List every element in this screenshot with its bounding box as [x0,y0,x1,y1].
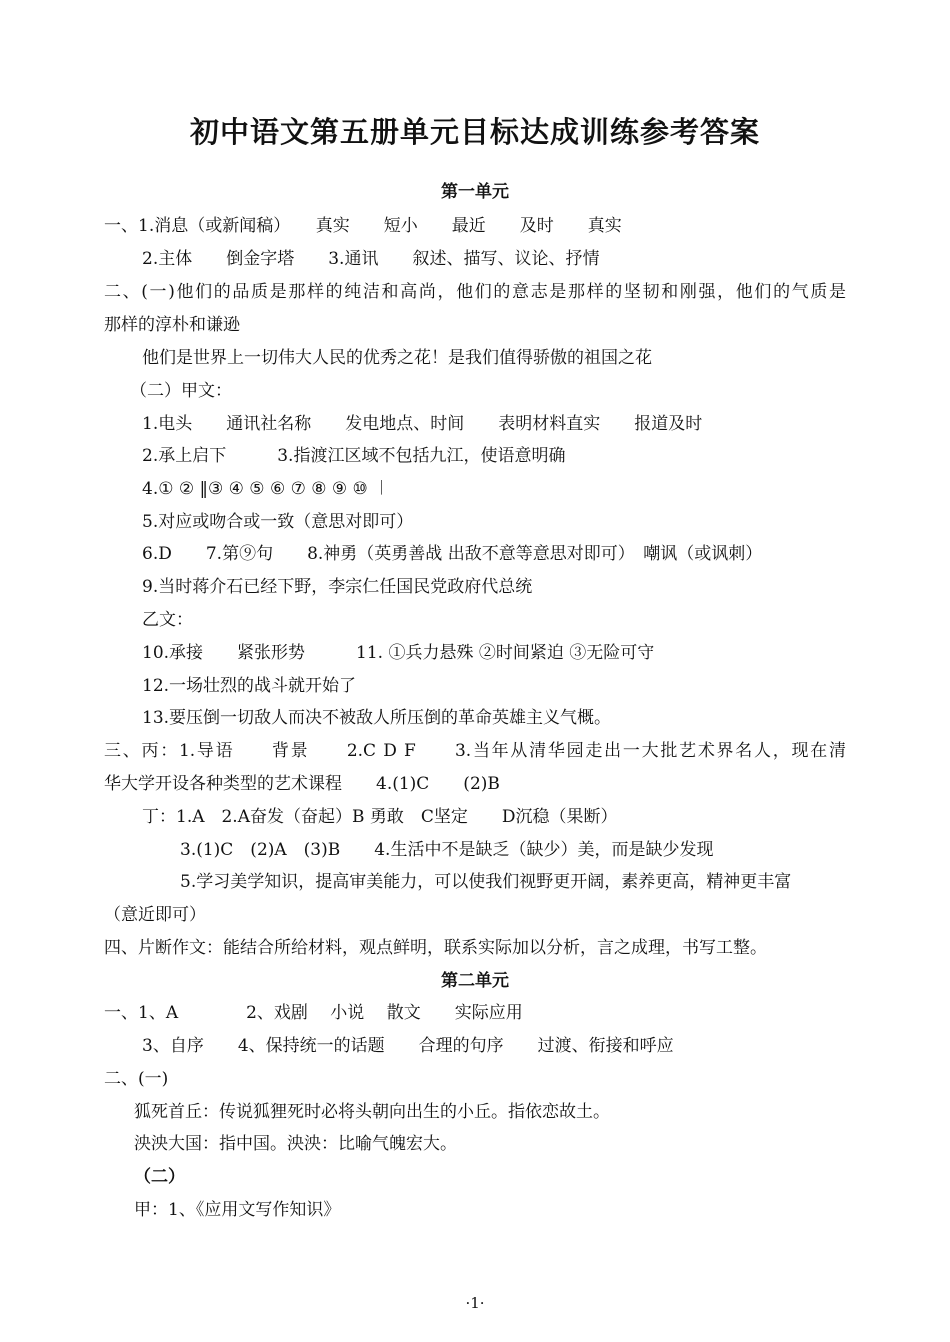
u1-line-21: 5.学习美学知识，提高审美能力，可以使我们视野更开阔，素养更高，精神更丰富 [180,872,792,892]
u1-line-17: 三、丙：1.导语 背景 2.C D F 3.当年从清华园走出一大批艺术界名人，现在清 [104,741,846,761]
unit-1-heading: 第一单元 [441,182,509,202]
u1-line-09: 4.① ② ‖③ ④ ⑤ ⑥ ⑦ ⑧ ⑨ ⑩ ︱ [142,479,391,499]
u2-line-05: 泱泱大国：指中国。泱泱：比喻气魄宏大。 [134,1134,457,1154]
u1-line-19: 丁：1.A 2.A奋发（奋起）B 勇敢 C坚定 D沉稳（果断） [142,807,618,827]
u1-line-23: 四、片断作文：能结合所给材料，观点鲜明，联系实际加以分析，言之成理，书写工整。 [104,938,767,958]
u1-line-22: （意近即可） [104,905,206,925]
u1-line-18: 华大学开设各种类型的艺术课程 4.(1)C (2)B [104,774,500,794]
u1-line-02: 2.主体 倒金字塔 3.通讯 叙述、描写、议论、抒情 [142,249,600,269]
u1-line-08: 2.承上启下 3.指渡江区域不包括九江，使语意明确 [142,446,566,466]
u1-line-20: 3.(1)C (2)A (3)B 4.生活中不是缺乏（缺少）美，而是缺少发现 [180,840,714,860]
u2-line-02: 3、自序 4、保持统一的话题 合理的句序 过渡、衔接和呼应 [142,1036,674,1056]
u1-line-15: 12.一场壮烈的战斗就开始了 [142,676,357,696]
u1-line-11: 6.D 7.第⑨句 8.神勇（英勇善战 出敌不意等意思对即可） 嘲讽（或讽刺） [142,544,763,564]
u2-line-01: 一、1、A 2、戏剧 小说 散文 实际应用 [104,1003,523,1023]
u1-line-12: 9.当时蒋介石已经下野，李宗仁任国民党政府代总统 [142,577,533,597]
unit-2-heading: 第二单元 [441,971,509,991]
u2-line-06: （二） [134,1167,185,1187]
u2-line-07: 甲：1、《应用文写作知识》 [134,1200,341,1220]
page-number: ·1· [465,1294,485,1312]
u1-line-03: 二、(一)他们的品质是那样的纯洁和高尚，他们的意志是那样的坚韧和刚强，他们的气质是 [104,282,846,302]
u1-line-14: 10.承接 紧张形势 11. ①兵力悬殊 ②时间紧迫 ③无险可守 [142,643,655,663]
u1-line-10: 5.对应或吻合或一致（意思对即可） [142,512,414,532]
u1-line-05: 他们是世界上一切伟大人民的优秀之花！是我们值得骄傲的祖国之花 [142,348,652,368]
page-title: 初中语文第五册单元目标达成训练参考答案 [189,115,760,149]
u1-line-13: 乙文： [142,610,193,630]
u1-line-04: 那样的淳朴和谦逊 [104,315,240,335]
u1-line-07: 1.电头 通讯社名称 发电地点、时间 表明材料直实 报道及时 [142,414,703,434]
u1-line-06: （二）甲文： [130,381,232,401]
u2-line-03: 二、(一) [104,1069,169,1089]
u2-line-04: 狐死首丘：传说狐狸死时必将头朝向出生的小丘。指依恋故土。 [134,1102,610,1122]
u1-line-01: 一、1.消息（或新闻稿） 真实 短小 最近 及时 真实 [104,216,622,236]
u1-line-16: 13.要压倒一切敌人而决不被敌人所压倒的革命英雄主义气概。 [142,708,612,728]
